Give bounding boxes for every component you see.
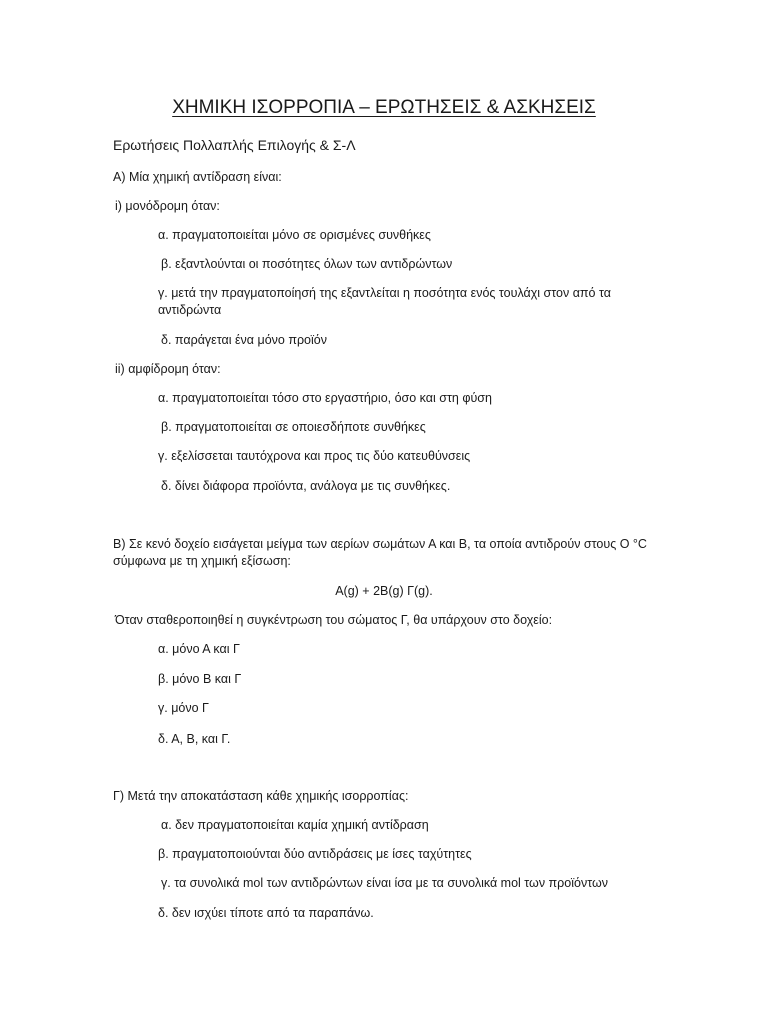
- question-c-stem: Γ) Μετά την αποκατάσταση κάθε χημικής ισορροπίας:: [113, 789, 409, 803]
- question-c-option: γ. τα συνολικά mol των αντιδρώντων είναι ίσα με τα συνολικά mol των προϊόντων: [161, 876, 608, 890]
- question-b-option: β. μόνο Β και Γ: [158, 672, 242, 686]
- question-a-part-i-label: i) μονόδρομη όταν:: [115, 199, 220, 213]
- question-c-option: β. πραγματοποιούνται δύο αντιδράσεις με ίσες ταχύτητες: [158, 847, 472, 861]
- question-a-i-option: β. εξαντλούνται οι ποσότητες όλων των αντιδρώντων: [161, 257, 453, 271]
- question-b-stem: Β) Σε κενό δοχείο εισάγεται μείγμα των αερίων σωμάτων Α και Β, τα οποία αντιδρούν στους O °C σύμφωνα με τη χημική εξίσωση:: [113, 537, 647, 568]
- question-a-ii-option: α. πραγματοποιείται τόσο στο εργαστήριο, όσο και στη φύση: [158, 391, 492, 405]
- question-a-ii-option: β. πραγματοποιείται σε οποιεσδήποτε συνθήκες: [161, 420, 426, 434]
- question-a-i-option: δ. παράγεται ένα μόνο προϊόν: [161, 333, 327, 347]
- question-a-i-option: α. πραγματοποιείται μόνο σε ορισμένες συνθήκες: [158, 228, 431, 242]
- question-c-option: δ. δεν ισχύει τίποτε από τα παραπάνω.: [158, 906, 374, 920]
- question-a-ii-option: γ. εξελίσσεται ταυτόχρονα και προς τις δύο κατευθύνσεις: [158, 449, 471, 463]
- question-a-i-option: γ. μετά την πραγματοποίησή της εξαντλείται η ποσότητα ενός τουλάχι στον από τα αντιδρώντα: [158, 286, 611, 317]
- question-b-option: δ. Α, Β, και Γ.: [158, 732, 231, 746]
- question-c-option: α. δεν πραγματοποιείται καμία χημική αντίδραση: [161, 818, 429, 832]
- question-b-option: γ. μόνο Γ: [158, 701, 209, 715]
- question-b-prompt: Όταν σταθεροποιηθεί η συγκέντρωση του σώματος Γ, θα υπάρχουν στο δοχείο:: [115, 613, 553, 627]
- section-subtitle: Ερωτήσεις Πολλαπλής Επιλογής & Σ-Λ: [113, 137, 356, 153]
- question-a-part-ii-label: ii) αμφίδρομη όταν:: [115, 362, 221, 376]
- chemical-equation: A(g) + 2B(g) Γ(g).: [335, 584, 433, 598]
- question-b-option: α. μόνο Α και Γ: [158, 642, 240, 656]
- question-a-ii-option: δ. δίνει διάφορα προϊόντα, ανάλογα με τις συνθήκες.: [161, 479, 451, 493]
- question-a-stem: Α) Μία χημική αντίδραση είναι:: [113, 170, 282, 184]
- document-title: ΧΗΜΙΚΗ ΙΣΟΡΡΟΠΙΑ – ΕΡΩΤΗΣΕΙΣ & ΑΣΚΗΣΕΙΣ: [172, 97, 596, 118]
